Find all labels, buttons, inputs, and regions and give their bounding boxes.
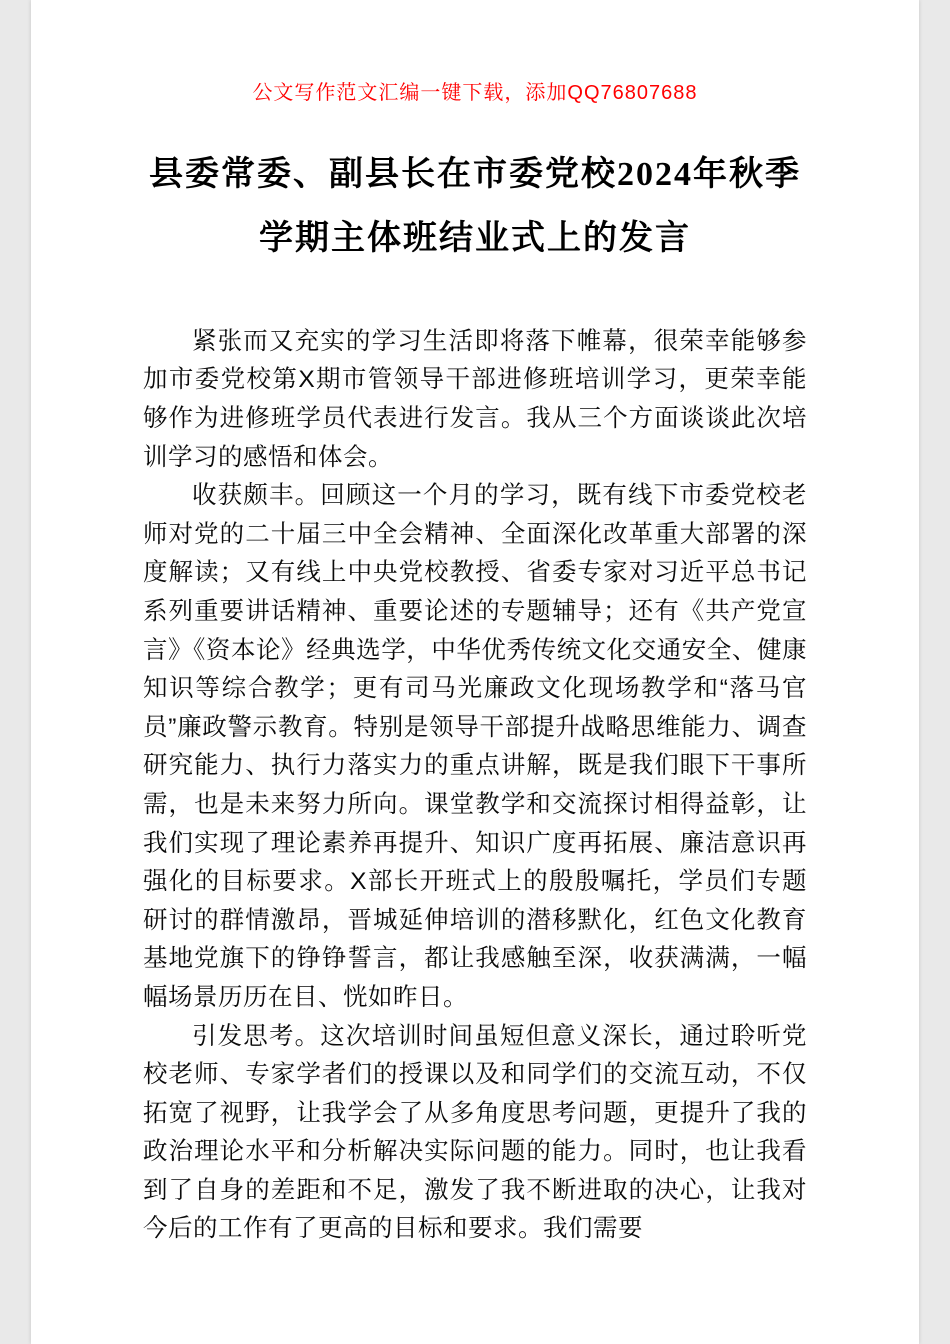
document-title [143,143,807,271]
paragraph-intro: 紧张而又充实的学习生活即将落下帷幕，很荣幸能够参加市委党校第X期市管领导干部进修班培训学习，更荣幸能够作为进修班学员代表进行发言。我从三个方面谈谈此次培训学习的感悟和体会。 [143,327,807,471]
document-body [143,323,807,1249]
document-title-part2: 年秋季学期主体班结业式上的发言 [259,155,801,257]
paragraph-reflection: 引发思考。这次培训时间虽短但意义深长，通过聆听党校老师、专家学者们的授课以及和同学们的交流互动，不仅拓宽了视野，让我学会了从多角度思考问题，更提升了我的政治理论水平和分析解决实际问题的能力。同时，也让我看到了自身的差距和不足，激发了我不断进取的决心，让我对今后的工作有了更高的目标和要求。我们需要 [143,1022,807,1243]
header-notice: 公文写作范文汇编一键下载，添加QQ76807688 [252,82,698,104]
paragraph-gains: 收获颇丰。回顾这一个月的学习，既有线下市委党校老师对党的二十届三中全会精神、全面深化改革重大部署的深度解读；又有线上中央党校教授、省委专家对习近平总书记系列重要讲话精神、重要论述的专题辅导；还有《共产党宣言》《资本论》经典选学，中华优秀传统文化交通安全、健康知识等综合教学；更有司马光廉政文化现场教学和“落马官员”廉政警示教育。特别是领导干部提升战略思维能力、调查研究能力、执行力落实力的重点讲解，既是我们眼下干事所需，也是未来努力所向。课堂教学和交流探讨相得益彰，让我们实现了理论素养再提升、知识广度再拓展、廉洁意识再强化的目标要求。X部长开班式上的殷殷嘱托，学员们专题研讨的群情激昂，晋城延伸培训的潜移默化，红色文化教育基地党旗下的铮铮誓言，都让我感触至深，收获满满，一幅幅场景历历在目、恍如昨日。 [143,482,807,1011]
document-title-part1: 县委常委、副县长在市委党校 [149,155,617,193]
document-page [31,0,919,1344]
document-title-year: 2024 [617,156,693,193]
